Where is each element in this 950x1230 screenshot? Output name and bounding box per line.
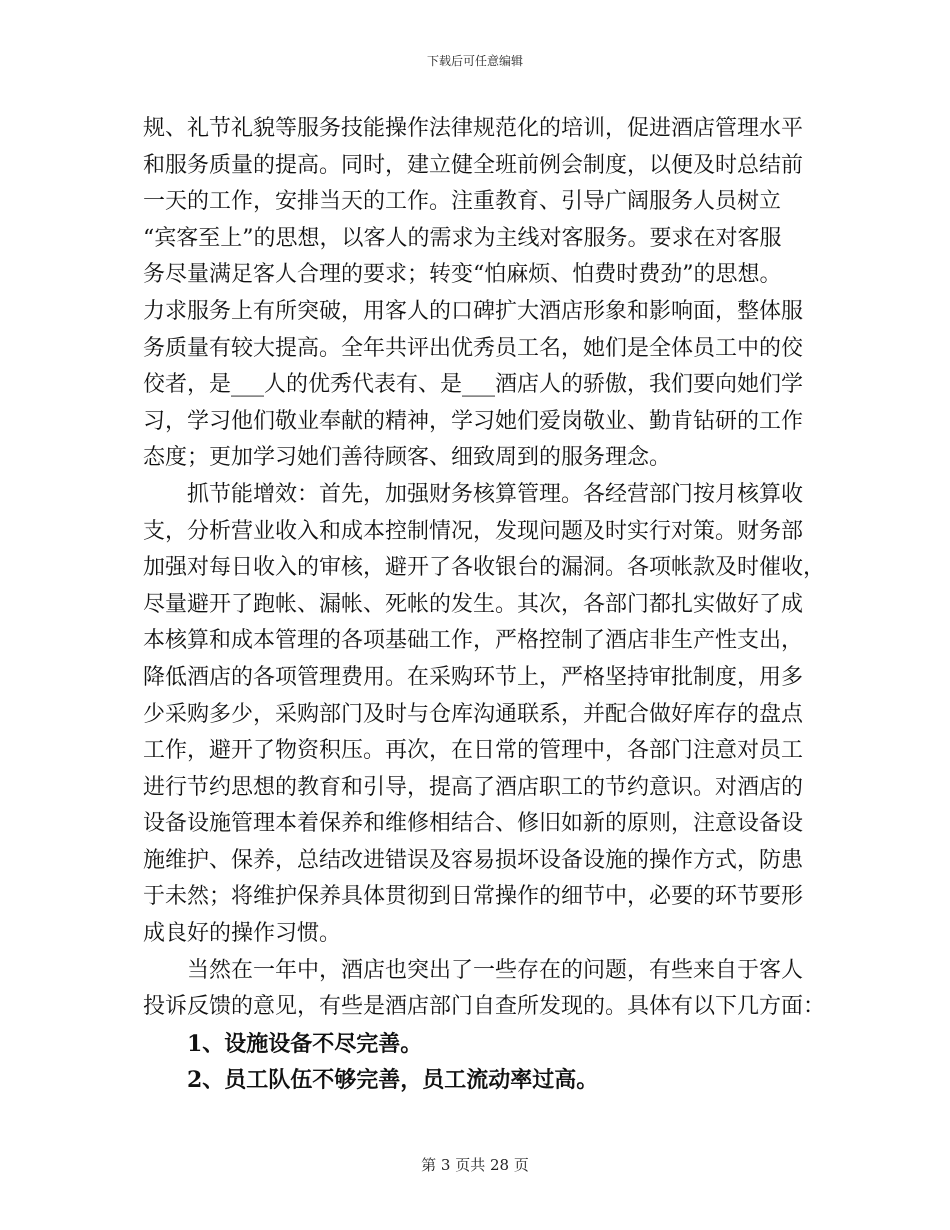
text-line: 务尽量满足客人合理的要求；转变“怕麻烦、怕费时费劲”的思想。 <box>143 262 782 288</box>
page-number: 第 3 页共 28 页 <box>421 1156 529 1174</box>
paragraph-problems-intro <box>143 953 826 1026</box>
text-line: 习，学习他们敬业奉献的精神，学习她们爱岗敬业、勤肯钻研的工作 <box>143 408 804 434</box>
text-line: 工作，避开了物资积压。再次，在日常的管理中，各部门注意对员工 <box>143 738 804 764</box>
text-line: 投诉反馈的意见，有些是酒店部门自查所发现的。具体有以下几方面： <box>143 994 826 1020</box>
text-line: 少采购多少，采购部门及时与仓库沟通联系，并配合做好库存的盘点 <box>143 701 804 727</box>
page-header-note: 下载后可任意编辑 <box>426 54 523 68</box>
text-line: 设备设施管理本着保养和维修相结合、修旧如新的原则，注意设备设 <box>143 811 804 837</box>
text-line: 施维护、保养，总结改进错误及容易损坏设备设施的操作方式，防患 <box>143 847 804 873</box>
text-line: 1、设施设备不尽完善。 <box>187 1030 423 1057</box>
problem-item-1 <box>143 1026 803 1063</box>
text-line: 当然在一年中，酒店也突出了一些存在的问题，有些来自于客人 <box>187 957 804 983</box>
text-line: 本核算和成本管理的各项基础工作，严格控制了酒店非生产性支出， <box>143 628 804 654</box>
text-line: 支，分析营业收入和成本控制情况，发现问题及时实行对策。财务部 <box>143 518 804 544</box>
text-line: 进行节约思想的教育和引导，提高了酒店职工的节约意识。对酒店的 <box>143 774 804 800</box>
problem-item-2 <box>143 1062 803 1099</box>
text-line: 务质量有较大提高。全年共评出优秀员工名，她们是全体员工中的佼 <box>143 335 804 361</box>
document-body <box>143 111 826 1099</box>
text-line: 一天的工作，安排当天的工作。注重教育、引导广阔服务人员树立 <box>143 189 782 215</box>
text-line: 2、员工队伍不够完善，员工流动率过高。 <box>187 1067 599 1094</box>
text-line: 加强对每日收入的审核，避开了各收银台的漏洞。各项帐款及时催收， <box>143 555 826 581</box>
text-line: 规、礼节礼貌等服务技能操作法律规范化的培训，促进酒店管理水平 <box>143 116 804 141</box>
text-line: 于未然；将维护保养具体贯彻到日常操作的细节中，必要的环节要形 <box>143 884 804 910</box>
text-line: 降低酒店的各项管理费用。在采购环节上，严格坚持审批制度，用多 <box>143 664 804 690</box>
text-line: 力求服务上有所突破，用客人的口碑扩大酒店形象和影响面，整体服 <box>143 298 804 324</box>
paragraph-service-training <box>143 111 803 477</box>
text-line: “宾客至上”的思想，以客人的需求为主线对客服务。要求在对客服 <box>143 225 782 251</box>
text-line: 佼者，是___人的优秀代表有、是___酒店人的骄傲，我们要向她们学 <box>143 372 804 398</box>
text-line: 和服务质量的提高。同时，建立健全班前例会制度，以便及时总结前 <box>143 152 804 178</box>
text-line: 态度；更加学习她们善待顾客、细致周到的服务理念。 <box>143 445 672 471</box>
text-line: 成良好的操作习惯。 <box>143 921 342 947</box>
text-line: 抓节能增效：首先，加强财务核算管理。各经营部门按月核算收 <box>187 481 804 507</box>
paragraph-energy-saving <box>143 477 826 953</box>
text-line: 尽量避开了跑帐、漏帐、死帐的发生。其次，各部门都扎实做好了成 <box>143 591 804 617</box>
